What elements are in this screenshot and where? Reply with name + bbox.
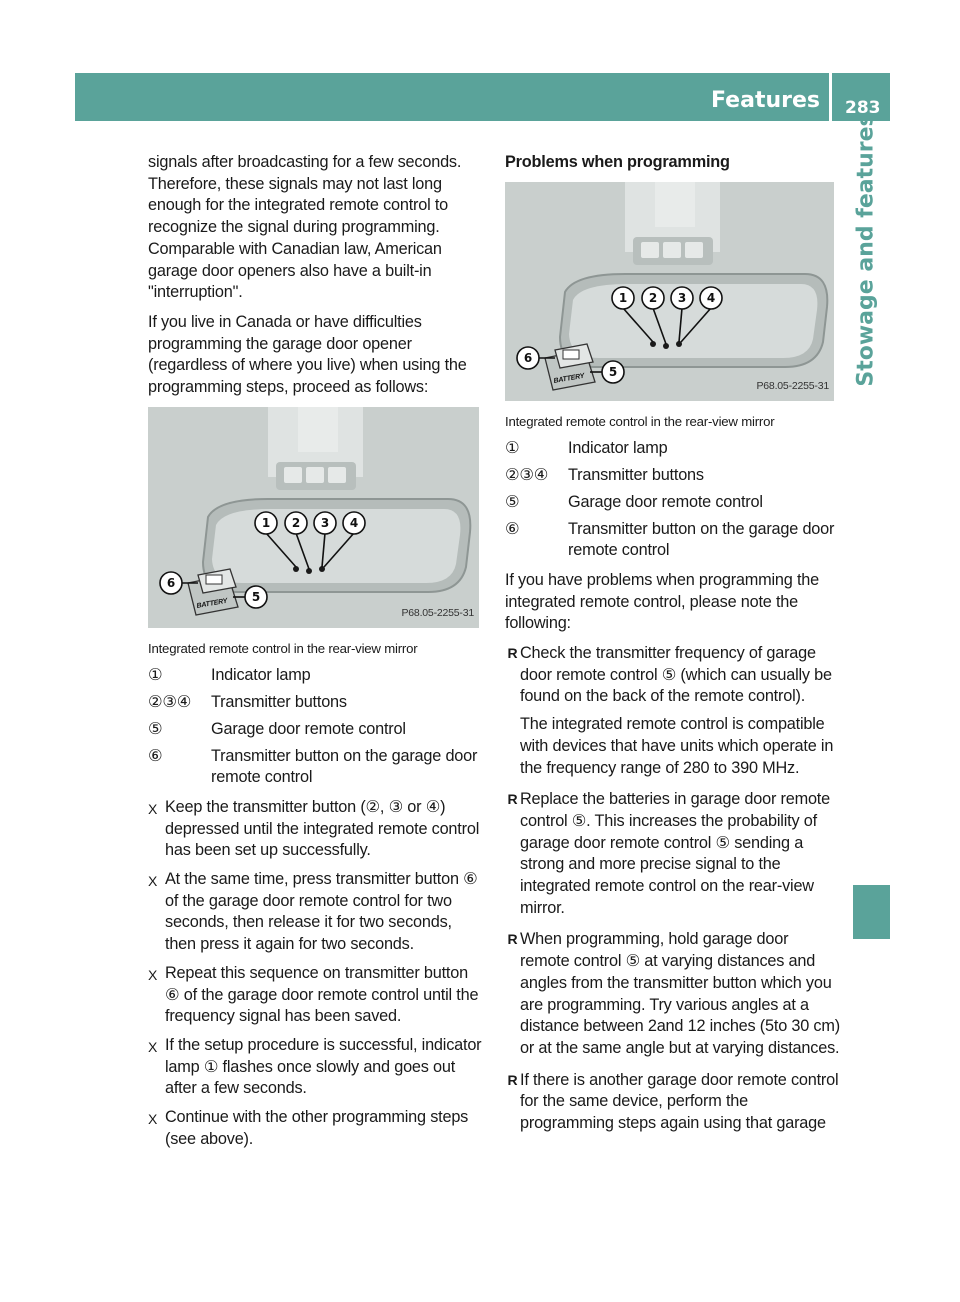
battery-label: BATTERY	[196, 597, 228, 610]
intro-paragraph: signals after broadcasting for a few seconds. Therefore, these signals may not last long enough for the integrated remote control to recognize the signal during programming. Comparable with Canadian law, American garage door openers also have a built-in "interruption".	[148, 153, 462, 302]
bullet-marker-icon: R	[507, 1071, 518, 1088]
bullet-item	[505, 643, 840, 785]
legend-key: ②③④	[148, 693, 192, 712]
legend-text: Indicator lamp	[211, 666, 311, 685]
step-text: At the same time, press transmitter button ⑥ of the garage door remote control for two seconds, then release it for two seconds, then press it again for two seconds.	[165, 870, 478, 954]
step-item	[148, 1035, 483, 1100]
bullet-item	[505, 1070, 840, 1141]
figure-code: P68.05-2255-31	[756, 380, 829, 392]
legend-key: ⑥	[505, 519, 520, 538]
bullet-item	[505, 929, 840, 1065]
steps-list	[148, 797, 483, 1151]
legend-text: Transmitter button on the garage door remote control	[211, 746, 478, 787]
legend-row	[505, 492, 840, 514]
svg-text:4: 4	[706, 290, 716, 305]
step-item	[148, 1107, 483, 1150]
svg-text:2: 2	[291, 515, 301, 530]
bullet-list	[505, 643, 840, 1141]
legend-text: Transmitter buttons	[568, 466, 704, 485]
svg-text:1: 1	[261, 515, 271, 530]
legend-row	[148, 719, 483, 741]
legend-row	[148, 665, 483, 687]
legend-row	[148, 692, 483, 714]
bullet-item	[505, 789, 840, 925]
mirror-figure	[148, 407, 479, 628]
step-text: If the setup procedure is successful, indicator lamp ① flashes once slowly and goes out after a few seconds.	[165, 1035, 482, 1098]
legend-key: ⑥	[148, 746, 163, 765]
step-marker-icon: X	[148, 800, 158, 817]
page-number: 283	[845, 98, 881, 118]
legend-text: Indicator lamp	[568, 439, 668, 458]
mirror-illustration	[148, 407, 479, 628]
legend-key: ②③④	[505, 466, 549, 485]
step-marker-icon: X	[148, 1038, 158, 1055]
legend-row	[148, 746, 483, 789]
svg-text:2: 2	[648, 290, 658, 305]
figure-caption: Integrated remote control in the rear-view mirror	[148, 640, 418, 656]
step-text: Continue with the other programming steps (see above).	[165, 1108, 469, 1148]
svg-text:5: 5	[251, 589, 261, 604]
step-text: Keep the transmitter button (②, ③ or ④) depressed until the integrated remote control has been set up successfully.	[165, 797, 480, 860]
legend-key: ⑤	[505, 492, 520, 511]
bullet-marker-icon: R	[507, 645, 518, 662]
legend-key: ⑤	[148, 719, 163, 738]
battery-label: BATTERY	[553, 372, 585, 385]
section-heading: Problems when programming	[505, 153, 730, 171]
bullet-marker-icon: R	[507, 791, 518, 808]
legend-row	[505, 519, 840, 562]
header-separator	[829, 73, 832, 121]
figure-caption: Integrated remote control in the rear-view mirror	[505, 413, 775, 429]
right-column	[505, 152, 840, 1145]
legend-key: ①	[148, 666, 163, 685]
mirror-figure	[505, 182, 834, 401]
figure-code: P68.05-2255-31	[401, 607, 474, 620]
legend-key: ①	[505, 439, 520, 458]
step-item	[148, 963, 483, 1028]
bullet-text: If there is another garage door remote control for the same device, perform the programming steps again using that garage	[520, 1070, 839, 1133]
svg-text:6: 6	[523, 350, 533, 365]
mirror-illustration	[505, 182, 834, 401]
side-tab-label: Stowage and features	[853, 113, 879, 387]
legend-text: Transmitter button on the garage door remote control	[568, 519, 835, 560]
legend-text: Garage door remote control	[211, 719, 406, 738]
svg-text:3: 3	[677, 290, 687, 305]
section-title: Features	[711, 88, 820, 113]
legend	[148, 665, 483, 789]
step-text: Repeat this sequence on transmitter button ⑥ of the garage door remote control until the frequency signal has been saved.	[165, 963, 479, 1026]
legend	[505, 438, 840, 562]
step-item	[148, 797, 483, 862]
legend-row	[505, 438, 840, 460]
svg-text:1: 1	[618, 290, 628, 305]
step-marker-icon: X	[148, 1111, 158, 1128]
procedure-intro: If you live in Canada or have difficulties programming the garage door opener (regardless of where you live) when using the programming steps, proceed as follows:	[148, 312, 467, 397]
step-marker-icon: X	[148, 966, 158, 983]
left-column	[148, 152, 483, 1158]
bullet-text: When programming, hold garage door remote control ⑤ at varying distances and angles from the transmitter button which you are programming. Try various angles at a distance between 2and 12 inches (5to 30 cm) or at the same angle but at varying distances.	[520, 930, 840, 1057]
step-marker-icon: X	[148, 873, 158, 890]
legend-text: Garage door remote control	[568, 492, 763, 511]
step-item	[148, 869, 483, 956]
side-tab-marker	[853, 885, 890, 939]
bullet-text: Replace the batteries in garage door remote control ⑤. This increases the probability of garage door remote control ⑤ sending a strong and more precise signal to the integrated remote control on the rear-view mirror.	[520, 790, 830, 917]
legend-row	[505, 465, 840, 487]
svg-text:6: 6	[166, 575, 176, 590]
svg-text:5: 5	[608, 364, 618, 379]
svg-text:3: 3	[320, 515, 330, 530]
svg-text:4: 4	[349, 515, 359, 530]
troubleshoot-intro: If you have problems when programming the integrated remote control, please note the following:	[505, 570, 819, 633]
bullet-text: Check the transmitter frequency of garage door remote control ⑤ (which can usually be found on the back of the remote control).	[520, 644, 832, 706]
bullet-subtext: The integrated remote control is compatible with devices that have units which operate in the frequency range of 280 to 390 MHz.	[520, 715, 834, 777]
bullet-marker-icon: R	[507, 931, 518, 948]
legend-text: Transmitter buttons	[211, 693, 347, 712]
